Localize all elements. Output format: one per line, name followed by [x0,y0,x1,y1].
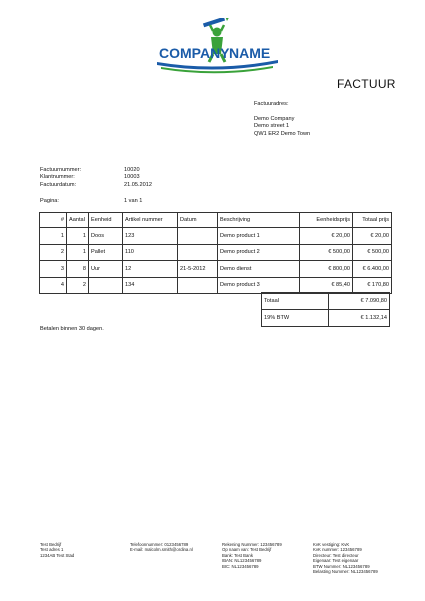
cell: Demo product 2 [218,244,300,261]
footer-line: Telefoonnummer: 0123456789 [130,542,189,547]
footer-line: KvK vestiging: KvK [313,542,350,547]
table-row [40,244,392,261]
footer-line: KvK nummer: 123456789 [313,547,362,553]
footer-line: Test adres 1 [40,547,64,553]
footer-company [40,542,74,558]
cell: Pallet [89,244,123,261]
column-header: Datum [178,213,218,228]
totals-table [261,292,390,327]
totals-row [262,310,390,327]
meta-value: 10003 [124,174,140,181]
cell: 1 [67,244,89,261]
page-value: 1 van 1 [124,198,143,204]
address-label: Factuuradres: [254,101,289,107]
totals-value: € 1.132,14 [329,310,390,327]
cell: 2 [67,277,89,294]
cell: € 20,00 [300,228,353,245]
column-header: Artikel nummer [123,213,178,228]
payment-terms: Betalen binnen 30 dagen. [40,326,104,332]
column-header: Beschrijving [218,213,300,228]
cell: 12 [123,261,178,278]
billing-address [254,101,310,138]
company-logo [155,18,280,76]
cell: 2 [40,244,67,261]
table-row [40,261,392,278]
meta-row-invoice-date [40,182,152,189]
cell: € 6.400,00 [353,261,392,278]
cell: Demo dienst [218,261,300,278]
cell: Doos [89,228,123,245]
cell: € 500,00 [300,244,353,261]
cell: 134 [123,277,178,294]
page-indicator [40,198,142,205]
column-header: Eenheidsprijs [300,213,353,228]
meta-row-customer-number [40,174,152,181]
cell [89,277,123,294]
meta-value: 21.05.2012 [124,181,152,188]
cell: € 85,40 [300,277,353,294]
footer-line: IBAN: NL123456789 [222,558,262,564]
cell: € 170,80 [353,277,392,294]
footer-line: E-mail: malcolm.smith@ordina.nl [130,547,193,553]
column-header: Eenheid [89,213,123,228]
cell: 123 [123,228,178,245]
cell: € 500,00 [353,244,392,261]
meta-label: Factuurdatum: [40,181,77,188]
footer-line: Test Bedrijf [40,542,62,547]
cell [178,277,218,294]
cell: 1 [67,228,89,245]
address-name: Demo Company [254,115,295,122]
cell: Demo product 1 [218,228,300,245]
totals-label: Totaal [262,293,329,310]
footer-contact [130,542,193,553]
cell: € 800,00 [300,261,353,278]
cell: Demo product 3 [218,277,300,294]
totals-label: 19% BTW [262,310,329,327]
table-row [40,228,392,245]
footer-line: 1234AB Test Stad [40,552,75,558]
footer-line: BIC: NL123456789 [222,563,259,569]
footer-line: Op naam van: Test Bedrijf [222,547,272,553]
column-header: # [40,213,67,228]
meta-label: Factuurnummer: [40,167,82,173]
cell: 1 [40,228,67,245]
document-title: FACTUUR [337,77,396,91]
footer-line: Eigenaar: Test eigenaar [313,558,359,564]
cell: 8 [67,261,89,278]
logo-text-right: NAME [229,45,271,61]
cell: 21-5-2012 [178,261,218,278]
page-label: Pagina: [40,198,59,204]
cell [178,244,218,261]
invoice-meta [40,167,152,189]
column-header: Aantal [67,213,89,228]
meta-value: 10020 [124,167,140,173]
footer-line: Bank: Test Bank [222,552,253,558]
table-header-row [40,213,392,228]
footer-line: Rekening Nummer: 123456789 [222,542,282,547]
cell: 3 [40,261,67,278]
cell [178,228,218,245]
column-header: Totaal prijs [353,213,392,228]
address-street: Demo street 1 [254,123,290,130]
footer-bank [222,542,282,569]
cell: € 20,00 [353,228,392,245]
cell: 110 [123,244,178,261]
footer-registration [313,542,378,574]
totals-row [262,293,390,310]
invoice-items-table [39,212,392,294]
logo-text-left: COMPANY [159,45,230,61]
cell: Uur [89,261,123,278]
footer-line: Directeur: Test directeur [313,552,359,558]
address-city: QW1 ER2 Demo Town [254,130,311,137]
totals-value: € 7.090,80 [329,293,390,310]
logo-graphic [155,18,280,76]
meta-row-invoice-number [40,167,152,174]
meta-label: Klantnummer: [40,174,75,181]
cell: 4 [40,277,67,294]
footer-line: BTW Nummer: NL123456789 [313,563,370,569]
footer-line: Belasting Nummer: NL123456789 [313,569,378,575]
